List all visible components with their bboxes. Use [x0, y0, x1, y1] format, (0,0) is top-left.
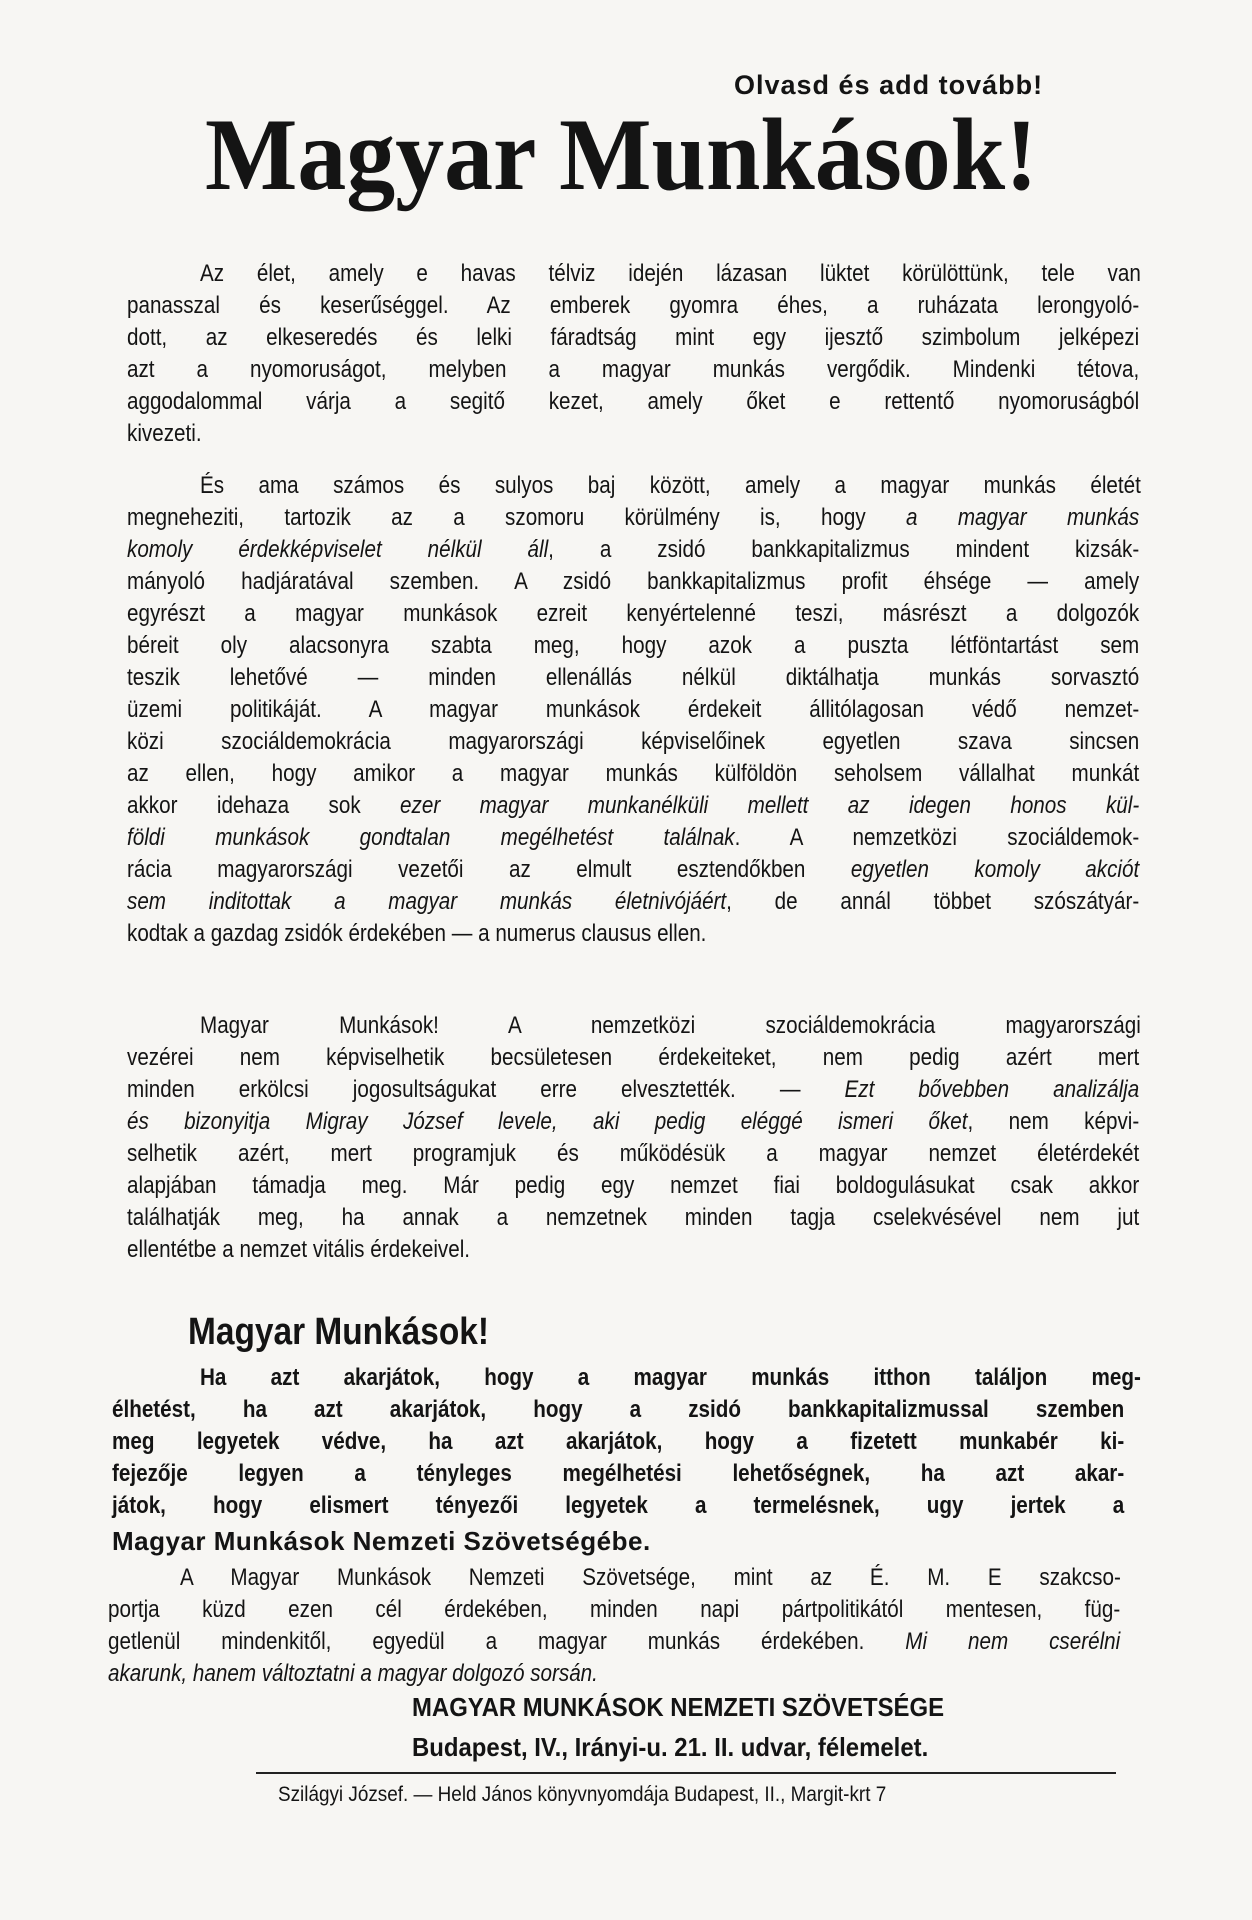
text-run: , de annál többet szószátyár- [726, 888, 1140, 915]
text-line: kodtak a gazdag zsidók érdekében — a numerus clausus ellen. [127, 920, 707, 947]
text-run: akkor idehaza sok [127, 792, 401, 819]
text-line: élhetést, ha azt akarjátok, hogy a zsidó bankkapitalizmussal szemben [112, 1396, 1125, 1423]
signature-address: Budapest, IV., Irányi-u. 21. II. udvar, félemelet. [412, 1732, 929, 1762]
text-line [127, 534, 1139, 566]
text-line: vezérei nem képviselhetik becsületesen érdekeiteket, nem pedig azért mert [127, 1044, 1140, 1071]
text-run: megneheziti, tartozik az a szomoru körülmény is, hogy [127, 504, 907, 531]
signature-organization: MAGYAR MUNKÁSOK NEMZETI SZÖVETSÉGE [412, 1692, 945, 1722]
text-run: . A nemzetközi szociáldemok- [734, 824, 1140, 851]
emphasis: és bizonyitja Migray József levele, aki pedig eléggé ismeri őket [127, 1108, 968, 1135]
text-run: rácia magyarországi vezetői az elmult esztendőkben [127, 856, 851, 883]
page-title: Magyar Munkások! [205, 98, 1038, 212]
text-line: játok, hogy elismert tényezői legyetek a termelésnek, ugy jertek a [112, 1492, 1125, 1519]
text-line: panasszal és keserűséggel. Az emberek gyomra éhes, a ruházata lerongyoló- [127, 292, 1140, 319]
text-line: dott, az elkeseredés és lelki fáradtság mint egy ijesztő szimbolum jelképezi [127, 324, 1140, 351]
emphasis: földi munkások gondtalan megélhetést találnak [127, 824, 735, 851]
text-line: meg legyetek védve, ha azt akarjátok, hogy a fizetett munkabér ki- [112, 1428, 1125, 1455]
text-line: ellentétbe a nemzet vitális érdekeivel. [127, 1236, 471, 1263]
emphasis: a magyar munkás [906, 504, 1140, 531]
text-line [127, 822, 1139, 854]
emphasis: ezer magyar munkanélküli mellett az idegen honos kül- [400, 792, 1140, 819]
text-line: kivezeti. [127, 420, 202, 447]
text-line: fejezője legyen a tényleges megélhetési lehetőségnek, ha azt akar- [112, 1460, 1125, 1487]
text-line: alapjában támadja meg. Már pedig egy nemzet fiai boldogulásukat csak akkor [127, 1172, 1140, 1199]
emphasis: Ezt bővebben analizálja [844, 1076, 1140, 1103]
text-line: teszik lehetővé — minden ellenállás nélkül diktálhatja munkás sorvasztó [127, 664, 1140, 691]
emphasis: komoly érdekképviselet nélkül áll [127, 536, 549, 563]
emphasis: egyetlen komoly akciót [850, 856, 1140, 883]
text-line: üzemi politikáját. A magyar munkások érdekeit állitólagosan védő nemzet- [127, 696, 1140, 723]
text-line [127, 1074, 1139, 1106]
text-line: Ha azt akarjátok, hogy a magyar munkás itthon találjon meg- [200, 1364, 1141, 1391]
text-line: Magyar Munkások! A nemzetközi szociáldemokrácia magyarországi [200, 1012, 1141, 1039]
text-line: portja küzd ezen cél érdekében, minden napi pártpolitikától mentesen, füg- [108, 1596, 1121, 1623]
text-run: , nem képvi- [967, 1108, 1140, 1135]
text-line: aggodalommal várja a segitő kezet, amely őket e rettentő nyomoruságból [127, 388, 1140, 415]
text-line [127, 502, 1139, 534]
text-line: béreit oly alacsonyra szabta meg, hogy azok a puszta létföntartást sem [127, 632, 1140, 659]
text-line [127, 886, 1139, 918]
text-line [127, 854, 1139, 886]
text-line: mányoló hadjáratával szemben. A zsidó bankkapitalizmus profit éhsége — amely [127, 568, 1140, 595]
text-line: A Magyar Munkások Nemzeti Szövetsége, mint az É. M. E szakcso- [180, 1564, 1121, 1591]
text-line [108, 1658, 978, 1690]
text-line [127, 1106, 1139, 1138]
text-line: És ama számos és sulyos baj között, amely a magyar munkás életét [200, 472, 1141, 499]
text-line: az ellen, hogy amikor a magyar munkás külföldön seholsem vállalhat munkát [127, 760, 1140, 787]
text-line: azt a nyomoruságot, melyben a magyar munkás vergődik. Mindenki tétova, [127, 356, 1140, 383]
divider [256, 1772, 1116, 1774]
emphasis: akarunk, hanem változtatni a magyar dolgozó sorsán. [108, 1660, 598, 1687]
text-run: getlenül mindenkitől, egyedül a magyar munkás érdekében. [108, 1628, 906, 1655]
text-line: Az élet, amely e havas télviz idején lázasan lüktet körülöttünk, tele van [200, 260, 1141, 287]
text-run: , a zsidó bankkapitalizmus mindent kizsák- [548, 536, 1140, 563]
text-line: találhatják meg, ha annak a nemzetnek minden tagja cselekvésével nem jut [127, 1204, 1140, 1231]
text-line [108, 1626, 1120, 1658]
emphasis: Mi nem cserélni [905, 1628, 1121, 1655]
emphasis: sem inditottak a magyar munkás életnivójáért [127, 888, 727, 915]
printer-imprint: Szilágyi József. — Held János könyvnyomdája Budapest, II., Margit-krt 7 [278, 1783, 887, 1806]
text-run: minden erkölcsi jogosultságukat erre elvesztették. — [127, 1076, 845, 1103]
text-line: egyrészt a magyar munkások ezreit kenyértelenné teszi, másrészt a dolgozók [127, 600, 1140, 627]
section-heading: Magyar Munkások! [188, 1311, 490, 1353]
text-line: selhetik azért, mert programjuk és működésük a magyar nemzet életérdekét [127, 1140, 1140, 1167]
kicker-text: Olvasd és add tovább! [734, 70, 1044, 100]
text-line [127, 790, 1139, 822]
organization-call: Magyar Munkások Nemzeti Szövetségébe. [112, 1526, 651, 1556]
text-line: közi szociáldemokrácia magyarországi képviselőinek egyetlen szava sincsen [127, 728, 1140, 755]
